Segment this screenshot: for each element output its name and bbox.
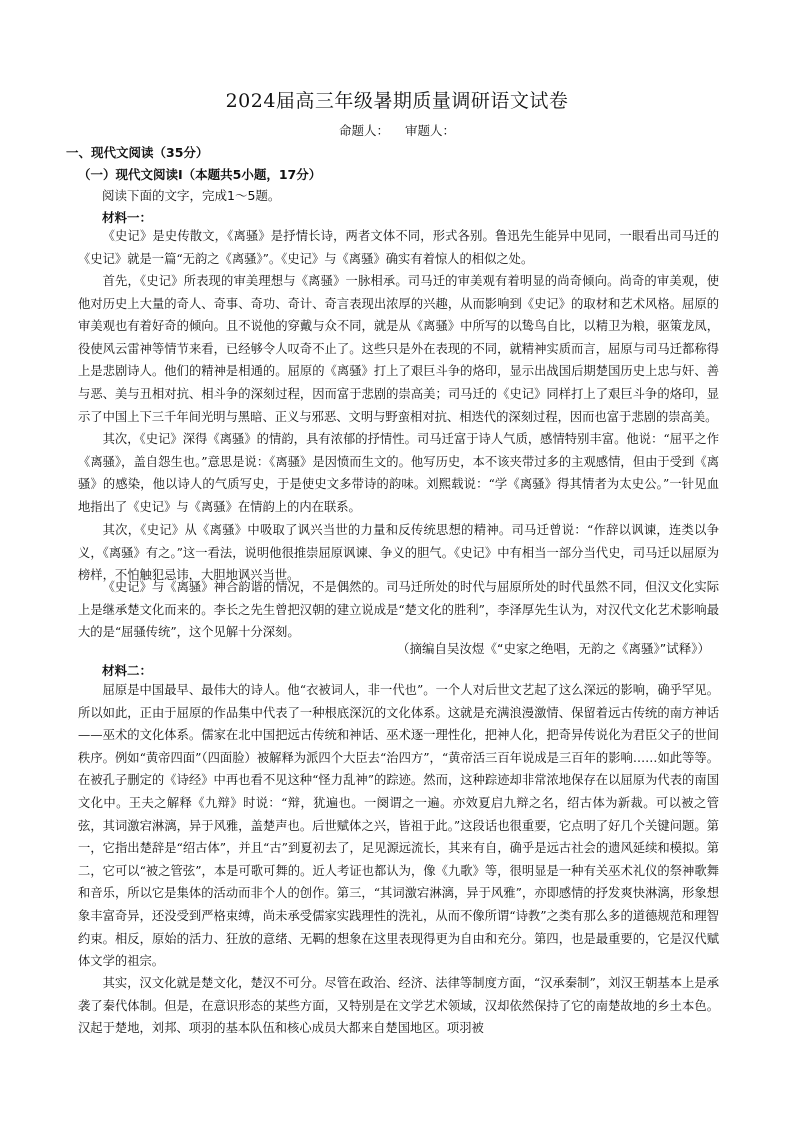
material1-paragraph: 首先，《史记》所表现的审美理想与《离骚》一脉相承。司马迁的审美观有着明显的尚奇倾向。尚奇的审美观，使他对历史上大量的奇人、奇事、奇功、奇计、奇言表现出浓厚的兴趣，从而影响到《史记》的取材和艺术风格。屈原的审美观也有着好奇的倾向。且不说他的穿戴与众不同，就是从《离骚》中所写的以鸷鸟自比，以精卫为粮，驱策龙凤，役使风云雷神等情节来看，已经够令人叹奇不止了。这些只是外在表现的不同，就精神实质而言，屈原与司马迁都称得上是悲剧诗人。他们的精神是相通的。屈原的《离骚》打上了艰巨斗争的烙印，显示出战国后期楚国历史上忠与奸、善与恶、美与丑相对抗、相斗争的深刻过程，因而富于悲剧的崇高美；司马迁的《史记》同样打上了艰巨斗争的烙印，显示了中国上下三千年间光明与黑暗、正义与邪恶、文明与野蛮相对抗、相迭代的深刻过程，因而也富于悲剧的崇高美。	[78, 274, 719, 424]
material1-source: （摘编自吴汝煜《“史家之绝唱，无韵之《离骚》”试释》）	[397, 641, 710, 656]
material1-paragraph: 其次，《史记》从《离骚》中吸取了讽兴当世的力量和反传统思想的精神。司马迁曾说：“作辞以讽谏，连类以争义，《离骚》有之。”这一看法，说明他很推崇屈原讽谏、争义的胆气。《史记》中有相当一部分当代史，司马迁以屈原为榜样，不怕触犯忌讳，大胆地讽兴当世。	[78, 523, 719, 583]
material2-label: 材料二：	[102, 663, 153, 678]
section-heading: 一、现代文阅读（35分）	[66, 145, 209, 160]
exam-title: 2024届高三年级暑期质量调研语文试卷	[225, 90, 569, 112]
material1-label: 材料一：	[102, 210, 153, 225]
material1-paragraph: 《史记》是史传散文，《离骚》是抒情长诗，两者文体不同，形式各别。鲁迅先生能异中见同，一眼看出司马迁的《史记》就是一篇“无韵之《离骚》”。《史记》与《离骚》确实有着惊人的相似之处。	[78, 229, 719, 266]
reviewer-label: 审题人：	[404, 123, 455, 138]
setter-label: 命题人：	[338, 123, 389, 138]
subsection-heading: （一）现代文阅读Ⅰ（本题共5小题，17分）	[78, 167, 322, 182]
author-line	[0, 121, 794, 139]
material2-paragraph: 屈原是中国最早、最伟大的诗人。他“衣被词人，非一代也”。一个人对后世文艺起了这么深远的影响，确乎罕见。所以如此，正由于屈原的作品集中代表了一种根底深沉的文化体系。这就是充满浪漫激情、保留着远古传统的南方神话——巫术的文化体系。儒家在北中国把远古传统和神话、巫术逐一理性化，把神人化，把奇异传说化为君臣父子的世间秩序。例如“黄帝四面”（四面脸）被解释为派四个大臣去“治四方”，“黄帝活三百年说成是三百年的影响……如此等等。在被孔子删定的《诗经》中再也看不见这种“怪力乱神”的踪迹。然而，这种踪迹却非常浓地保存在以屈原为代表的南国文化中。王夫之解释《九辩》时说：“辩，犹遍也。一阕谓之一遍。亦效夏启九辩之名，绍古体为新裁。可以被之管弦，其词激宕淋漓，异于风雅，盖楚声也。后世赋体之兴，皆祖于此。”这段话也很重要，它点明了好几个关键问题。第一，它指出楚辞是“绍古体”，并且“古”到夏初去了，足见源远流长，其来有自，确乎是远古社会的遗风延续和模拟。第二，它可以“被之管弦”，本是可歌可舞的。近人考证也都认为，像《九歌》等，很明显是一种有关巫术礼仪的祭神歌舞和音乐，所以它是集体的活动而非个人的创作。第三，“其词激宕淋漓，异于风雅”，亦即感情的抒发爽快淋漓，形象想象丰富奇异，还没受到严格束缚，尚未承受儒家实践理性的洗礼，从而不像所谓“诗教”之类有那么多的道德规范和理智约束。相反，原始的活力、狂放的意绪、无羁的想象在这里表现得更为自由和充分。第四，也是最重要的，它是汉代赋体文学的祖宗。	[78, 683, 719, 969]
material1-paragraph: 《史记》与《离骚》神合韵谐的情况，不是偶然的。司马迁所处的时代与屈原所处的时代虽然不同，但汉文化实际上是继承楚文化而来的。李长之先生曾把汉朝的建立说成是“楚文化的胜利”，李泽厚先生认为，对汉代文化艺术影响最大的是“屈骚传统”，这个见解十分深刻。	[78, 580, 719, 640]
reading-instruction: 阅读下面的文字，完成1～5题。	[102, 188, 281, 203]
material1-paragraph: 其次，《史记》深得《离骚》的情韵，具有浓郁的抒情性。司马迁富于诗人气质，感情特别丰富。他说：“屈平之作《离骚》，盖自怨生也。”意思是说：《离骚》是因愤而生文的。他写历史，本不该夹带过多的主观感情，但由于受到《离骚》的感染，他以诗人的气质写史，于是使史文多带诗的韵味。刘熙载说：“学《离骚》得其情者为太史公。”一针见血地指出了《史记》与《离骚》在情韵上的内在联系。	[78, 432, 719, 514]
material2-paragraph: 其实，汉文化就是楚文化，楚汉不可分。尽管在政治、经济、法律等制度方面，“汉承秦制”，刘汉王朝基本上是承袭了秦代体制。但是，在意识形态的某些方面，又特别是在文学艺术领域，汉却依然保持了它的南楚故地的乡土本色。汉起于楚地，刘邦、项羽的基本队伍和核心成员大都来自楚国地区。项羽被	[78, 976, 719, 1036]
